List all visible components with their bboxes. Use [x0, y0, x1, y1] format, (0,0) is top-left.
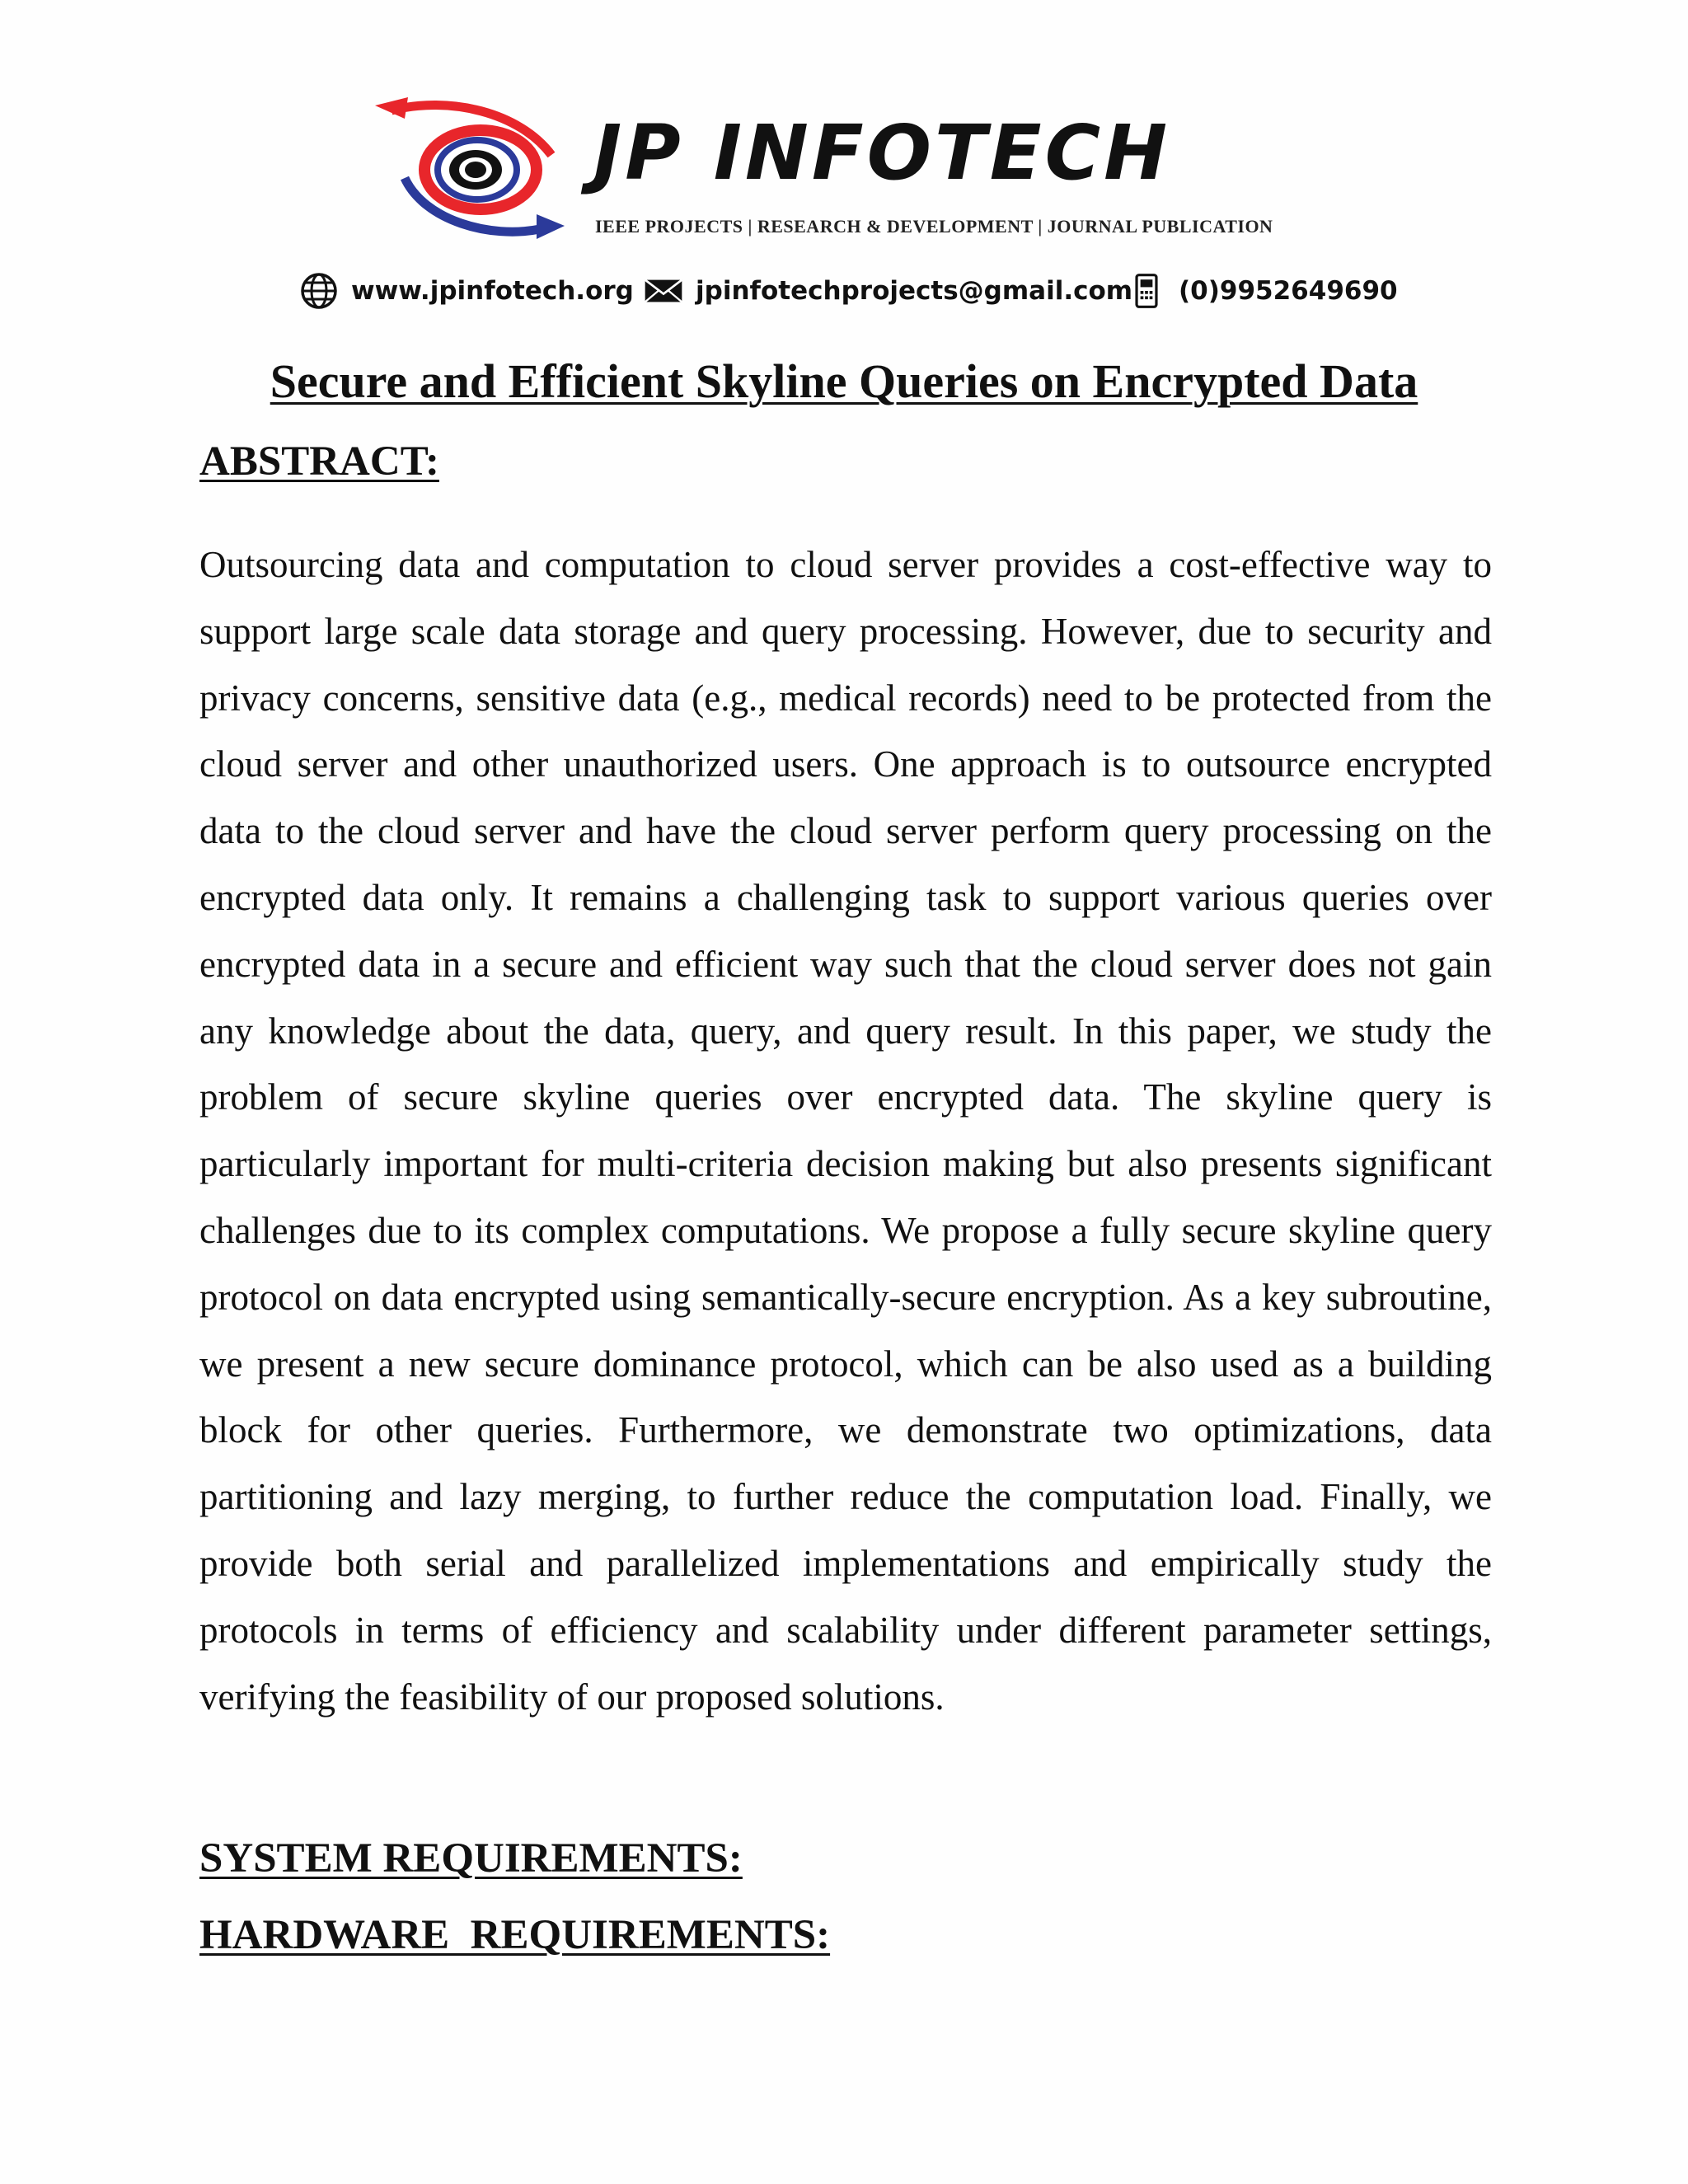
abstract-paragraph: Outsourcing data and computation to cloud server provides a cost-effective way to support large scale data storage and query processing. However, due to security and privacy concerns, sensitive data (e.g., medical records) need to be protected from the cloud server and other unauthorized users. One approach is to outsource encrypted data to the cloud server and have the cloud server perform query processing on the encrypted data only. It remains a challenging task to support various queries over encrypted data in a secure and efficient way such that the cloud server does not gain any knowledge about the data, query, and query result. In this paper, we study the problem of secure skyline queries over encrypted data. The skyline query is particularly important for multi-criteria decision making but also presents significant challenges due to its complex computations. We propose a fully secure skyline query protocol on data encrypted using semantically-secure encryption. As a key subroutine, we present a new secure dominance protocol, which can be also used as a building block for other queries. Furthermore, we demonstrate two optimizations, data partitioning and lazy merging, to further reduce the computation load. Finally, we provide both serial and parallelized implementations and empirically study the protocols in terms of efficiency and scalability under different parameter settings, verifying the feasibility of our proposed solutions. [199, 544, 1492, 1718]
hardware-requirements-heading: HARDWARE REQUIREMENTS: [199, 1912, 831, 1958]
phone-text[interactable]: (0)9952649690 [1179, 276, 1398, 306]
abstract-heading: ABSTRACT: [199, 438, 439, 485]
page-header [0, 0, 1688, 330]
jp-infotech-logo-icon [375, 97, 581, 241]
email-contact[interactable] [643, 269, 1132, 313]
website-contact[interactable] [298, 269, 634, 313]
globe-icon [298, 272, 340, 310]
website-text[interactable]: www.jpinfotech.org [351, 276, 634, 306]
envelope-icon [643, 272, 684, 310]
brand-tagline: IEEE PROJECTS | RESEARCH & DEVELOPMENT | JOURNAL PUBLICATION [595, 216, 1273, 237]
document-title: Secure and Efficient Skyline Queries on Encrypted Data [270, 354, 1418, 408]
system-requirements-heading: SYSTEM REQUIREMENTS: [199, 1835, 743, 1882]
phone-contact[interactable] [1126, 269, 1398, 313]
email-text[interactable]: jpinfotechprojects@gmail.com [696, 276, 1133, 306]
brand-name: JP INFOTECH [593, 109, 1171, 197]
phone-icon [1126, 272, 1167, 310]
